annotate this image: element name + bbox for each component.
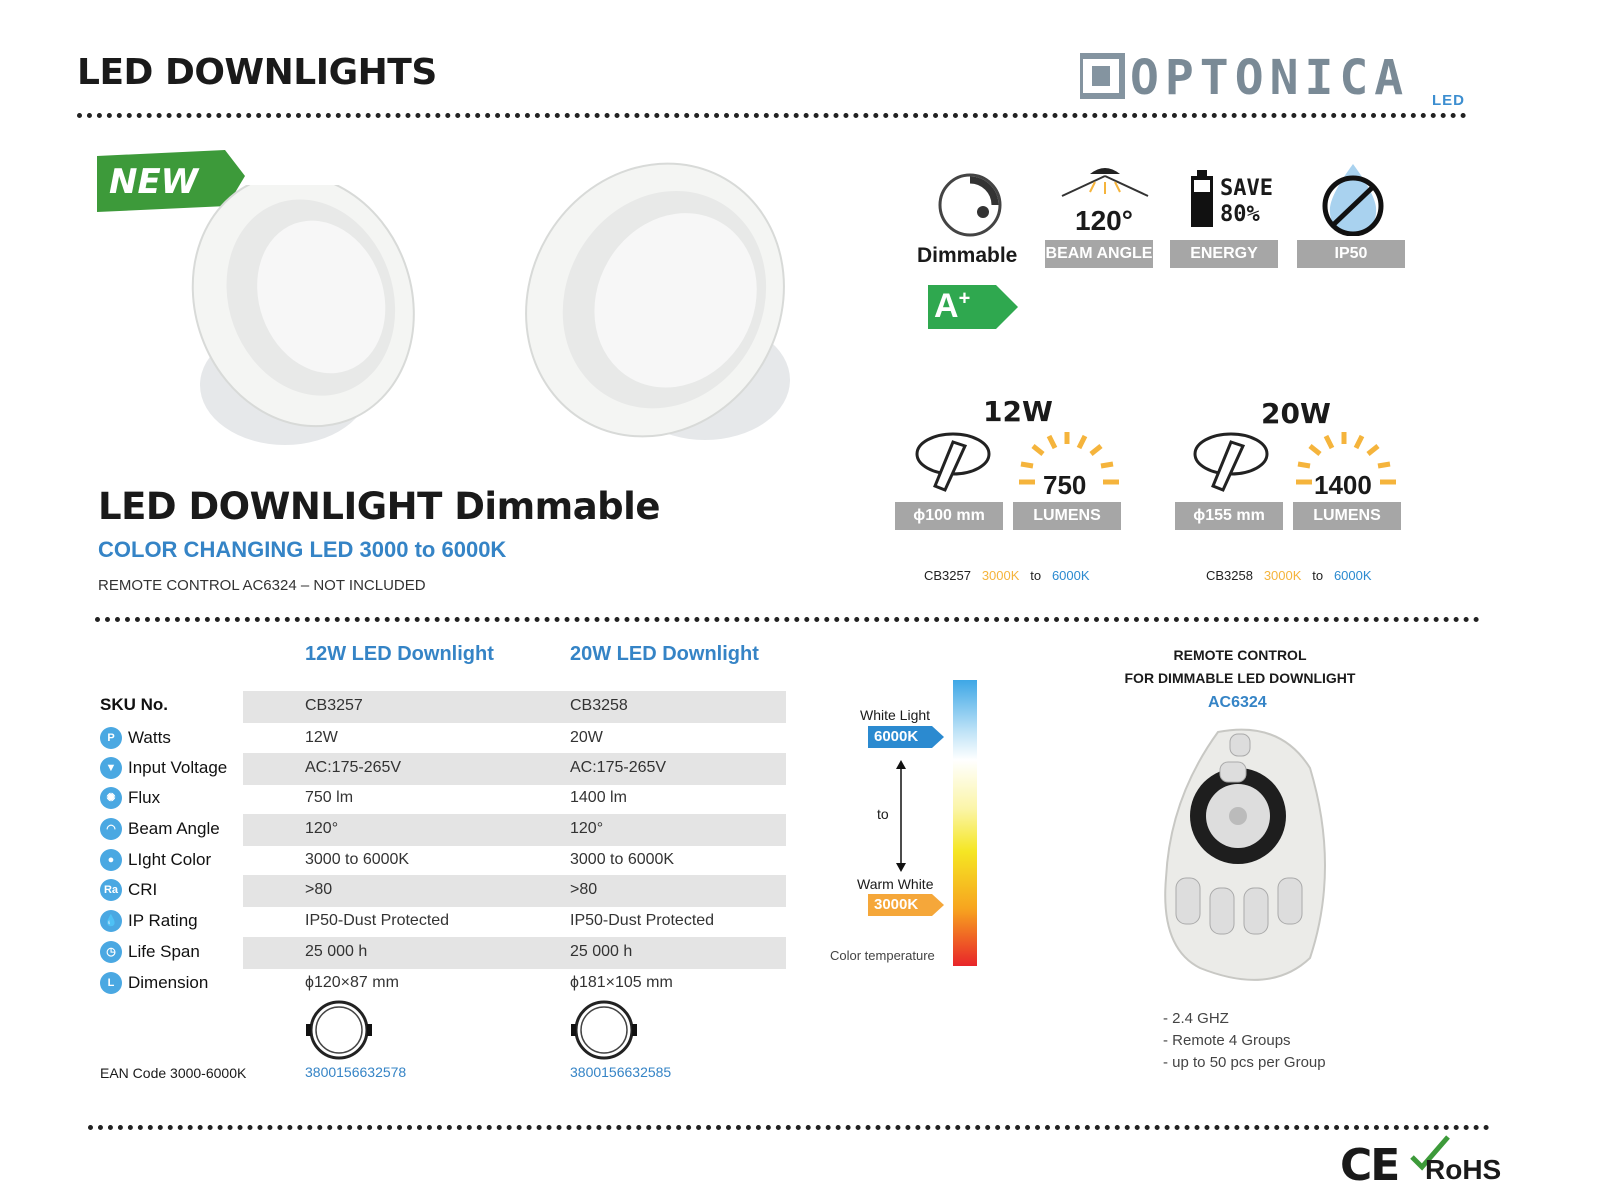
spec-row-value: 3000 to 6000K bbox=[305, 851, 410, 868]
spec-row-icon: P bbox=[100, 727, 122, 749]
variant-20w-diameter: ϕ155 mm bbox=[1175, 502, 1283, 530]
spec-row-value: >80 bbox=[305, 881, 333, 898]
spec-row-value: 25 000 h bbox=[570, 943, 633, 960]
variant-20w-code: CB3258 bbox=[1206, 568, 1253, 583]
spec-row-label-text: Watts bbox=[128, 728, 171, 747]
spec-row-icon: L bbox=[100, 972, 122, 994]
spec-row-value: IP50-Dust Protected bbox=[305, 912, 450, 929]
product-title: LED DOWNLIGHT Dimmable bbox=[98, 485, 660, 528]
energy-badge: ENERGY bbox=[1170, 240, 1278, 268]
ce-mark: CE bbox=[1340, 1140, 1399, 1191]
variant-12w-to-word: to bbox=[1030, 568, 1042, 583]
product-note: REMOTE CONTROL AC6324 – NOT INCLUDED bbox=[98, 577, 426, 594]
spec-row-label bbox=[100, 727, 171, 749]
spec-row-value: 1400 lm bbox=[570, 789, 627, 806]
white-light-arrow bbox=[868, 726, 944, 753]
remote-code: AC6324 bbox=[1208, 694, 1267, 711]
variant-20w-lumens-badge: LUMENS bbox=[1293, 502, 1401, 530]
variant-12w-lumens: 750 bbox=[1043, 470, 1087, 500]
variant-20w-to: 6000K bbox=[1333, 568, 1372, 583]
battery-icon bbox=[1190, 170, 1214, 233]
warm-white-arrow bbox=[868, 894, 944, 921]
spec-row-value: IP50-Dust Protected bbox=[570, 912, 715, 929]
spec-row-label bbox=[100, 849, 211, 871]
spec-row-label-text: Beam Angle bbox=[128, 819, 220, 838]
spec-row-label-text: Dimension bbox=[128, 973, 209, 992]
spec-row-value: 3000 to 6000K bbox=[570, 851, 675, 868]
range-arrow-icon bbox=[895, 760, 907, 877]
remote-feature: - up to 50 pcs per Group bbox=[1163, 1054, 1326, 1071]
brand-sub: LED bbox=[1432, 92, 1465, 109]
variant-12w-color-range bbox=[924, 568, 1090, 583]
spec-row-icon: ● bbox=[100, 849, 122, 871]
beam-angle-icon bbox=[1060, 162, 1150, 207]
spec-row-label bbox=[100, 695, 168, 715]
spec-column-12w: 12W LED Downlight bbox=[305, 643, 494, 665]
beam-angle-value: 120° bbox=[1075, 205, 1133, 236]
energy-class-plus: + bbox=[958, 287, 971, 310]
remote-feature: - 2.4 GHZ bbox=[1163, 1010, 1229, 1027]
variant-12w-diameter: ϕ100 mm bbox=[895, 502, 1003, 530]
spec-row-label bbox=[100, 757, 227, 779]
spec-row-label bbox=[100, 941, 200, 963]
variant-20w-lumens: 1400 bbox=[1314, 470, 1372, 500]
ean-12w: 3800156632578 bbox=[305, 1064, 407, 1080]
rohs-mark: RoHS bbox=[1425, 1154, 1502, 1185]
variant-20w-to-word: to bbox=[1312, 568, 1324, 583]
spec-row-label-text: IP Rating bbox=[128, 911, 198, 930]
ean-20w: 3800156632585 bbox=[570, 1064, 672, 1080]
spec-row-value: ϕ120×87 mm bbox=[305, 974, 399, 991]
spec-row-value: 20W bbox=[570, 729, 603, 746]
white-light-value: 6000K bbox=[874, 728, 919, 745]
variant-20w-color-range bbox=[1206, 568, 1372, 583]
color-temperature-caption: Color temperature bbox=[830, 948, 935, 963]
dimension-ring-icon-20w bbox=[568, 1000, 640, 1065]
remote-title-1: REMOTE CONTROL bbox=[1173, 647, 1307, 663]
variant-12w-lumens-badge: LUMENS bbox=[1013, 502, 1121, 530]
spec-column-20w: 20W LED Downlight bbox=[570, 643, 759, 665]
energy-class-label bbox=[934, 287, 970, 326]
ip-badge: IP50 bbox=[1297, 240, 1405, 268]
spec-row-label bbox=[100, 972, 208, 994]
warm-white-label: Warm White bbox=[857, 876, 934, 892]
spec-row-label-text: Input Voltage bbox=[128, 758, 228, 777]
variant-12w-to: 6000K bbox=[1051, 568, 1090, 583]
spec-row-icon: ▼ bbox=[100, 757, 122, 779]
variant-12w-from: 3000K bbox=[981, 568, 1020, 583]
cutout-diameter-icon bbox=[915, 432, 995, 499]
ip-rating-icon bbox=[1318, 160, 1388, 241]
white-light-label: White Light bbox=[860, 707, 931, 723]
dimmable-label: Dimmable bbox=[917, 244, 1018, 267]
spec-row-label bbox=[100, 818, 220, 840]
dimmable-icon bbox=[937, 172, 1003, 243]
spec-row-value: 750 lm bbox=[305, 789, 354, 806]
spec-row-value: ϕ181×105 mm bbox=[570, 974, 673, 991]
spec-row-value: 25 000 h bbox=[305, 943, 368, 960]
energy-class-letter: A bbox=[934, 287, 959, 325]
energy-class-a-plus bbox=[928, 285, 1018, 334]
spec-row-value: CB3257 bbox=[305, 697, 363, 714]
remote-feature: - Remote 4 Groups bbox=[1163, 1032, 1291, 1049]
ean-label: EAN Code 3000-6000K bbox=[100, 1065, 247, 1081]
spec-row-label bbox=[100, 787, 160, 809]
spec-row-label bbox=[100, 879, 157, 901]
spec-row-value: 120° bbox=[570, 820, 604, 837]
spec-row-value: >80 bbox=[570, 881, 598, 898]
cutout-diameter-icon-20w bbox=[1193, 432, 1273, 499]
spec-row-label-text: Life Span bbox=[128, 942, 200, 961]
range-to-label: to bbox=[877, 806, 889, 822]
new-label: NEW bbox=[109, 162, 199, 202]
spec-row-value: CB3258 bbox=[570, 697, 628, 714]
variant-12w-watt: 12W bbox=[983, 395, 1053, 428]
spec-row-icon: ✺ bbox=[100, 787, 122, 809]
spec-row-icon: ◷ bbox=[100, 941, 122, 963]
save-line2: 80% bbox=[1220, 202, 1260, 227]
warm-white-value: 3000K bbox=[874, 896, 919, 913]
spec-row-value: 120° bbox=[305, 820, 339, 837]
color-temperature-bar bbox=[953, 680, 977, 966]
dimension-ring-icon-12w bbox=[303, 1000, 375, 1065]
brand-name: OPTONICA bbox=[1130, 50, 1410, 106]
variant-20w-watt: 20W bbox=[1261, 397, 1331, 430]
spec-row-label-text: LIght Color bbox=[128, 850, 212, 869]
divider bbox=[95, 617, 1480, 622]
product-subtitle: COLOR CHANGING LED 3000 to 6000K bbox=[98, 537, 507, 562]
spec-row-icon: 💧 bbox=[100, 910, 122, 932]
remote-features bbox=[1163, 1008, 1326, 1074]
save-text bbox=[1220, 176, 1273, 228]
remote-title-2: FOR DIMMABLE LED DOWNLIGHT bbox=[1124, 670, 1356, 686]
spec-row-value: AC:175-265V bbox=[570, 759, 667, 776]
divider bbox=[88, 1125, 1490, 1130]
spec-row-icon: Ra bbox=[100, 879, 122, 901]
save-line1: SAVE bbox=[1220, 176, 1273, 201]
page-title: LED DOWNLIGHTS bbox=[77, 52, 437, 93]
spec-row-value: 12W bbox=[305, 729, 338, 746]
variant-20w-from: 3000K bbox=[1263, 568, 1302, 583]
spec-row-label-text: SKU No. bbox=[100, 695, 168, 714]
downlight-image-12w bbox=[175, 185, 435, 460]
spec-row-label-text: CRI bbox=[128, 880, 158, 899]
spec-row-value: AC:175-265V bbox=[305, 759, 402, 776]
downlight-image-20w bbox=[505, 160, 805, 465]
spec-row-label-text: Flux bbox=[128, 788, 161, 807]
beam-angle-badge: BEAM ANGLE bbox=[1045, 240, 1153, 268]
divider bbox=[77, 113, 1467, 118]
spec-row-icon: ◠ bbox=[100, 818, 122, 840]
remote-control-image bbox=[1160, 728, 1335, 991]
variant-12w-code: CB3257 bbox=[924, 568, 971, 583]
spec-row-label bbox=[100, 910, 198, 932]
